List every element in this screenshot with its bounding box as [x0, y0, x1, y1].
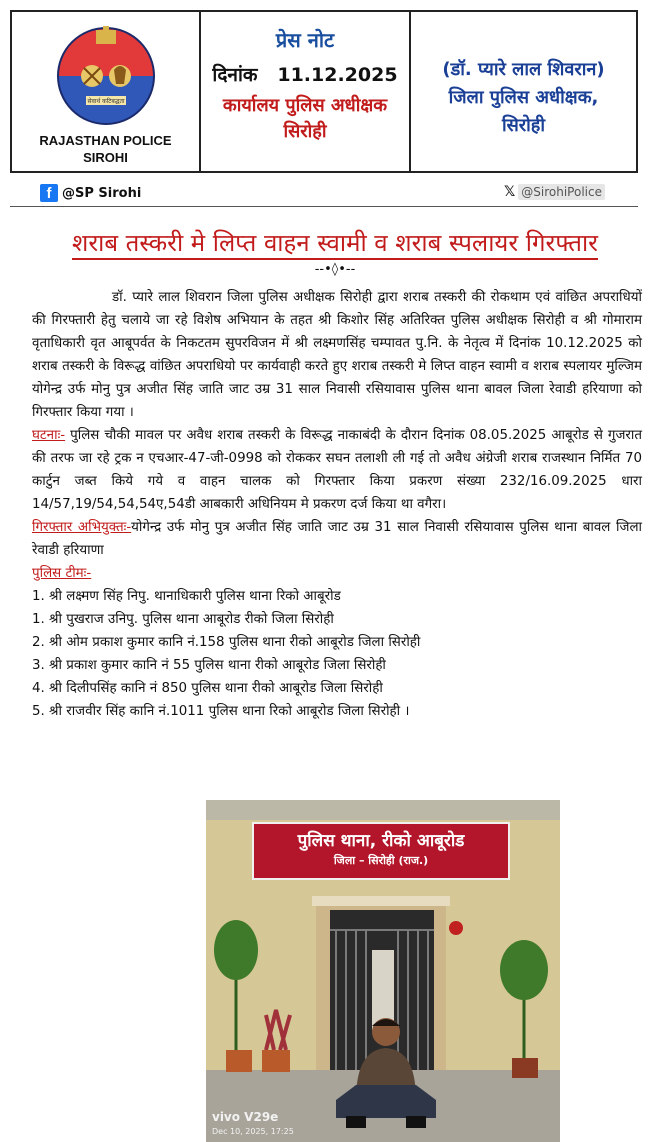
- team-member: 4. श्री दिलीपसिंह कानि नं 850 पुलिस थाना रीको आबूरोड जिला सिरोही: [32, 681, 383, 696]
- team-member: 1. श्री लक्ष्मण सिंह निपु. थानाधिकारी पुलिस थाना रिको आबूरोड: [32, 589, 341, 604]
- sp-cell: [411, 12, 636, 171]
- incident-paragraph: [32, 424, 642, 516]
- arrest-photo: [206, 800, 560, 1142]
- office-line2: सिरोही: [283, 121, 327, 142]
- office-name: [201, 93, 409, 145]
- accused-paragraph: [32, 516, 642, 562]
- team-label: पुलिस टीमः-: [32, 566, 92, 581]
- incident-text: पुलिस चौकी मावल पर अवैध शराब तस्करी के विरूद्ध नाकाबंदी के दौरान दिनांक 08.05.2025 आबूरोड से गुजरात की तरफ जा रहे ट्रक न एचआर-47-जी-0998 को रोककर सघन तलाशी ली गई तो अवैध अंग्रेजी शराब राजस्थान निर्मित 70 कार्टुन जब्त किये गये व वाहन चालक को गिरफ्तार किया प्रकरण संख्या 232/16.09.2025 धारा 14/57,19/54,54,54ए,54डी आबकारी अधिनियम मे प्रकरण दर्ज किया था वगैरा।: [32, 428, 642, 512]
- sp-name: (डॉ. प्यारे लाल शिवरान): [442, 59, 605, 80]
- ornament-divider: --•◊•--: [314, 262, 356, 277]
- police-station-signboard: [252, 822, 510, 880]
- intro-paragraph: डॉ. प्यारे लाल शिवरान जिला पुलिस अधीक्षक सिरोही द्वारा शराब तस्करी की रोकथाम एवं वांछित अपराधियों की गिरफ्तारी हेतु चलाये जा रहे विशेष अभियान के तहत श्री किशोर सिंह अतिरिक्त पुलिस अधीक्षक सिरोही व श्री गोमाराम वृताधिकारी वृत आबूपर्वत के निकटतम सुपरविजन में श्री लक्ष्मणसिंह चम्पावत पु.नि. के नेतृत्व में दिनांक 10.12.2025 को शराब तस्करी के विरूद्ध वांछित अपराधियो पर कार्यवाही करते हुए शराब तस्करी मे लिप्त वाहन स्वामी व शराब स्पलायर मुल्जिम योगेन्द्र उर्फ मोनु पुत्र अजीत सिंह जाति जाट उम्र 31 साल निवासी रसियावास पुलिस थाना बावल जिला रेवाडी हरियाणा को गिरफ्तार किया गया ।: [32, 290, 642, 420]
- x-handle-row: [504, 184, 605, 200]
- logo-caption: [12, 132, 199, 166]
- office-line1: कार्यालय पुलिस अधीक्षक: [222, 95, 388, 116]
- incident-label: घटनाः-: [32, 428, 66, 443]
- camera-watermark: vivo V29e: [212, 1110, 279, 1124]
- logo-text-line1: RAJASTHAN POLICE: [39, 133, 172, 148]
- team-member: 5. श्री राजवीर सिंह कानि नं.1011 पुलिस थाना रिको आबूरोड जिला सिरोही ।: [32, 704, 410, 719]
- letterhead: [10, 10, 638, 173]
- press-note-title: प्रेस नोट: [275, 28, 335, 52]
- accused-text: योगेन्द्र उर्फ मोनु पुत्र अजीत सिंह जाति जाट उम्र 31 साल निवासी रसियावास पुलिस थाना बावल जिला रेवाडी हरियाणा: [32, 520, 642, 558]
- accused-label: गिरफ्तार अभियुक्तः-: [32, 520, 132, 535]
- headline-text: शराब तस्करी मे लिप्त वाहन स्वामी व शराब स्पलायर गिरफ्तार: [72, 229, 598, 260]
- facebook-handle-row: [40, 184, 141, 202]
- sp-city: सिरोही: [501, 115, 546, 136]
- sp-block: [411, 56, 636, 140]
- date-label: दिनांक: [212, 64, 258, 86]
- signboard-subtitle: जिला – सिरोही (राज.): [333, 854, 429, 867]
- press-note-cell: [201, 12, 411, 171]
- signboard-title: पुलिस थाना, रीको आबूरोड: [297, 831, 465, 851]
- timestamp-watermark: Dec 10, 2025, 17:25: [212, 1127, 294, 1136]
- team-member: 2. श्री ओम प्रकाश कुमार कानि नं.158 पुलिस थाना रीको आबूरोड जिला सिरोही: [32, 635, 421, 650]
- date-line: [201, 61, 409, 87]
- date-value: 11.12.2025: [277, 64, 398, 86]
- team-member: 3. श्री प्रकाश कुमार कानि नं 55 पुलिस थाना रीको आबूरोड जिला सिरोही: [32, 658, 386, 673]
- press-body: [32, 286, 642, 723]
- logo-cell: [12, 12, 201, 171]
- team-member: 1. श्री पुखराज उनिपु. पुलिस थाना आबूरोड रीको जिला सिरोही: [32, 612, 334, 627]
- rajasthan-police-emblem: [56, 26, 156, 126]
- sp-designation: जिला पुलिस अधीक्षक,: [448, 87, 599, 108]
- headline: [0, 226, 670, 259]
- x-handle: @SirohiPolice: [518, 184, 605, 200]
- logo-text-line2: SIROHI: [83, 150, 128, 165]
- facebook-icon: f: [40, 184, 58, 202]
- x-logo-icon: 𝕏: [504, 184, 516, 200]
- emblem-motto: सेवार्थ कटिबद्धता: [87, 98, 125, 105]
- facebook-handle: @SP Sirohi: [62, 185, 142, 201]
- separator-line: [10, 206, 638, 207]
